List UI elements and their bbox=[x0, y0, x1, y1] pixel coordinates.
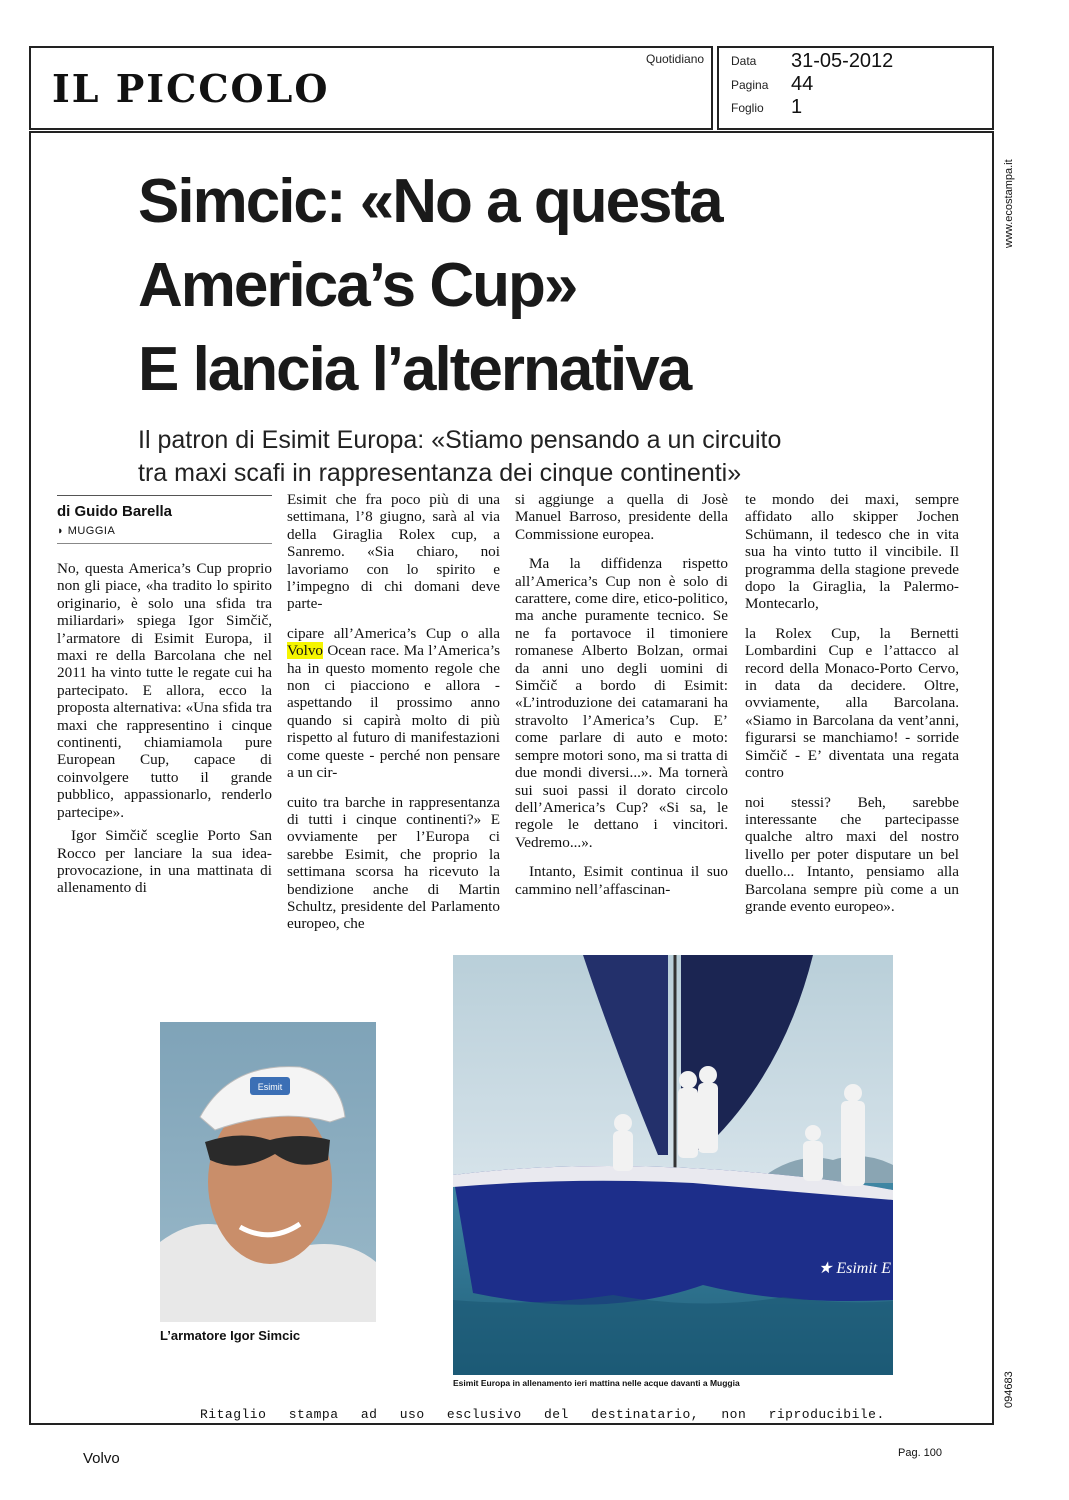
subhead-line-1: Il patron di Esimit Europa: «Stiamo pensando a un circuito bbox=[138, 426, 782, 454]
portrait-photo bbox=[160, 1022, 376, 1322]
place-rule bbox=[57, 543, 272, 544]
keyword-footer: Volvo bbox=[83, 1450, 120, 1467]
col2-paragraph-3: cuito tra barche in rappresentanza di tutti i cinque continenti?» E ovviamente per l’Europa ci sarebbe Esimit, che proprio la settimana scorsa ha ricevuto la bendizione anche di Martin Schultz, presidente del Parlamento europeo, che bbox=[287, 793, 500, 933]
col4-paragraph-2: la Rolex Cup, la Bernetti Lombardini Cup e l’attacco al record della Monaco-Porto Cervo, in data da decidere. Oltre, ovviamente, alla Barcolana. «Siamo in Barcolana da vent’anni, figurarsi se manchiamo! - sorride Simčič - E’ diventata una regata contro bbox=[745, 624, 959, 782]
column-1 bbox=[57, 560, 272, 900]
col3-paragraph-2: Ma la diffidenza rispetto all’America’s Cup non è solo di carattere, come dire, etico-politico, ma anche puramente tecnico. Se ne fa portavoce il timoniere romanese Alberto Bolzan, ormai da anni uno degli uomini di Simčič a bordo di Esimit: «L’introduzione dei catamarani ha stravolto l’America’s Cup. E’ come parlare di auto e moto: sempre motori sono, ma si tratta di due mondi diversi...». Ma tornerà sui suoi passi il dorato circolo dell’America’s Cup? «Si sa, le regole le dettano i vincitori. Vedremo...». bbox=[515, 555, 728, 851]
page-value: 44 bbox=[791, 73, 814, 95]
website-vertical: www.ecostampa.it bbox=[1003, 159, 1015, 248]
col2-text-b: Ocean race. Ma l’America’s ha in questo momento regole che non ci piacciono e allora - aspettando il prossimo anno quando si capirà molto di più rispetto al futuro di manifestazioni come queste - perché non pensare a un cir- bbox=[287, 642, 500, 782]
hull-name-text: ★ Esimit E bbox=[818, 1260, 892, 1277]
sheet-value: 1 bbox=[791, 96, 803, 118]
date-label: Data bbox=[731, 54, 757, 68]
col3-paragraph-1: si aggiunge a quella di Josè Manuel Barroso, presidente della Commissione europea. bbox=[515, 491, 728, 543]
page-label: Pagina bbox=[731, 78, 769, 92]
col2-paragraph-2 bbox=[287, 625, 500, 782]
col2-paragraph-1: Esimit che fra poco più di una settimana, l’8 giugno, sarà al via della Giraglia Rolex cup, a Sanremo. «Sia chiaro, noi lavoriamo con lo spirito e l’impegno di chi domani deve parte- bbox=[287, 491, 500, 613]
bullet-icon: ◗ bbox=[57, 525, 68, 537]
place-text: MUGGIA bbox=[67, 525, 116, 537]
column-2 bbox=[287, 491, 500, 933]
byline-rule bbox=[57, 495, 272, 496]
portrait-illustration bbox=[160, 1022, 376, 1322]
headline-line-2: America’s Cup» bbox=[138, 251, 577, 320]
column-3 bbox=[515, 491, 728, 911]
code-vertical: 094683 bbox=[1003, 1371, 1015, 1408]
masthead: IL PICCOLO bbox=[52, 66, 330, 111]
headline-line-1: Simcic: «No a questa bbox=[138, 167, 722, 236]
sailboat-photo bbox=[453, 955, 893, 1375]
sailboat-illustration bbox=[453, 955, 893, 1375]
col1-paragraph-2: Igor Simčič sceglie Porto San Rocco per lanciare la sua idea-provocazione, in una mattinata di allenamento di bbox=[57, 827, 272, 897]
subhead-line-2: tra maxi scafi in rappresentanza dei cinque continenti» bbox=[138, 459, 742, 487]
portrait-caption: L’armatore Igor Simcic bbox=[160, 1328, 301, 1343]
frequency-label: Quotidiano bbox=[646, 52, 705, 66]
disclaimer: Ritaglio stampa ad uso esclusivo del destinatario, non riproducibile. bbox=[200, 1407, 885, 1422]
col2-text-a: cipare all’America’s Cup o alla bbox=[287, 624, 500, 642]
col1-paragraph-1: No, questa America’s Cup proprio non gli piace, «ha tradito lo spirito originario, è solo una sfida tra miliardari» spiega Igor Simčič, l’armatore di Esimit Europa, il maxi re della Barcolana che nel 2011 ha vinto tutte le regate cui ha partecipato. E allora, ecco la proposta alternativa: «Una sfida tra maxi che rappresentino i cinque continenti, chiamiamola pure European Cup, capace di coinvolgere tutto il grande pubblico, appassionarlo, renderlo partecipe». bbox=[57, 560, 272, 821]
headline-line-3: E lancia l’alternativa bbox=[138, 335, 691, 404]
page-number-footer: Pag. 100 bbox=[898, 1447, 943, 1459]
col4-paragraph-3: noi stessi? Beh, sarebbe interessante che partecipasse qualche altro maxi del nostro livello per poter disputare un bel duello... Intanto, pensiamo alla Barcolana sempre più come a un grande evento europeo». bbox=[745, 793, 959, 915]
volvo-highlight: Volvo bbox=[287, 642, 324, 660]
col4-paragraph-1: te mondo dei maxi, sempre affidato allo skipper Jochen Schümann, il tedesco che in vita sua ha vinto tutto il vincibile. Il programma della stagione prevede dopo la Giraglia, la Palermo-Montecarlo, bbox=[745, 491, 959, 613]
sheet-label: Foglio bbox=[731, 101, 764, 115]
sailboat-caption: Esimit Europa in allenamento ieri mattina nelle acque davanti a Muggia bbox=[453, 1378, 740, 1388]
cap-logo-text: Esimit bbox=[257, 1082, 283, 1092]
byline: di Guido Barella bbox=[57, 503, 173, 520]
place-tag bbox=[57, 525, 115, 537]
col3-paragraph-3: Intanto, Esimit continua il suo cammino nell’affascinan- bbox=[515, 863, 728, 898]
column-4 bbox=[745, 491, 959, 941]
date-value: 31-05-2012 bbox=[791, 50, 894, 72]
